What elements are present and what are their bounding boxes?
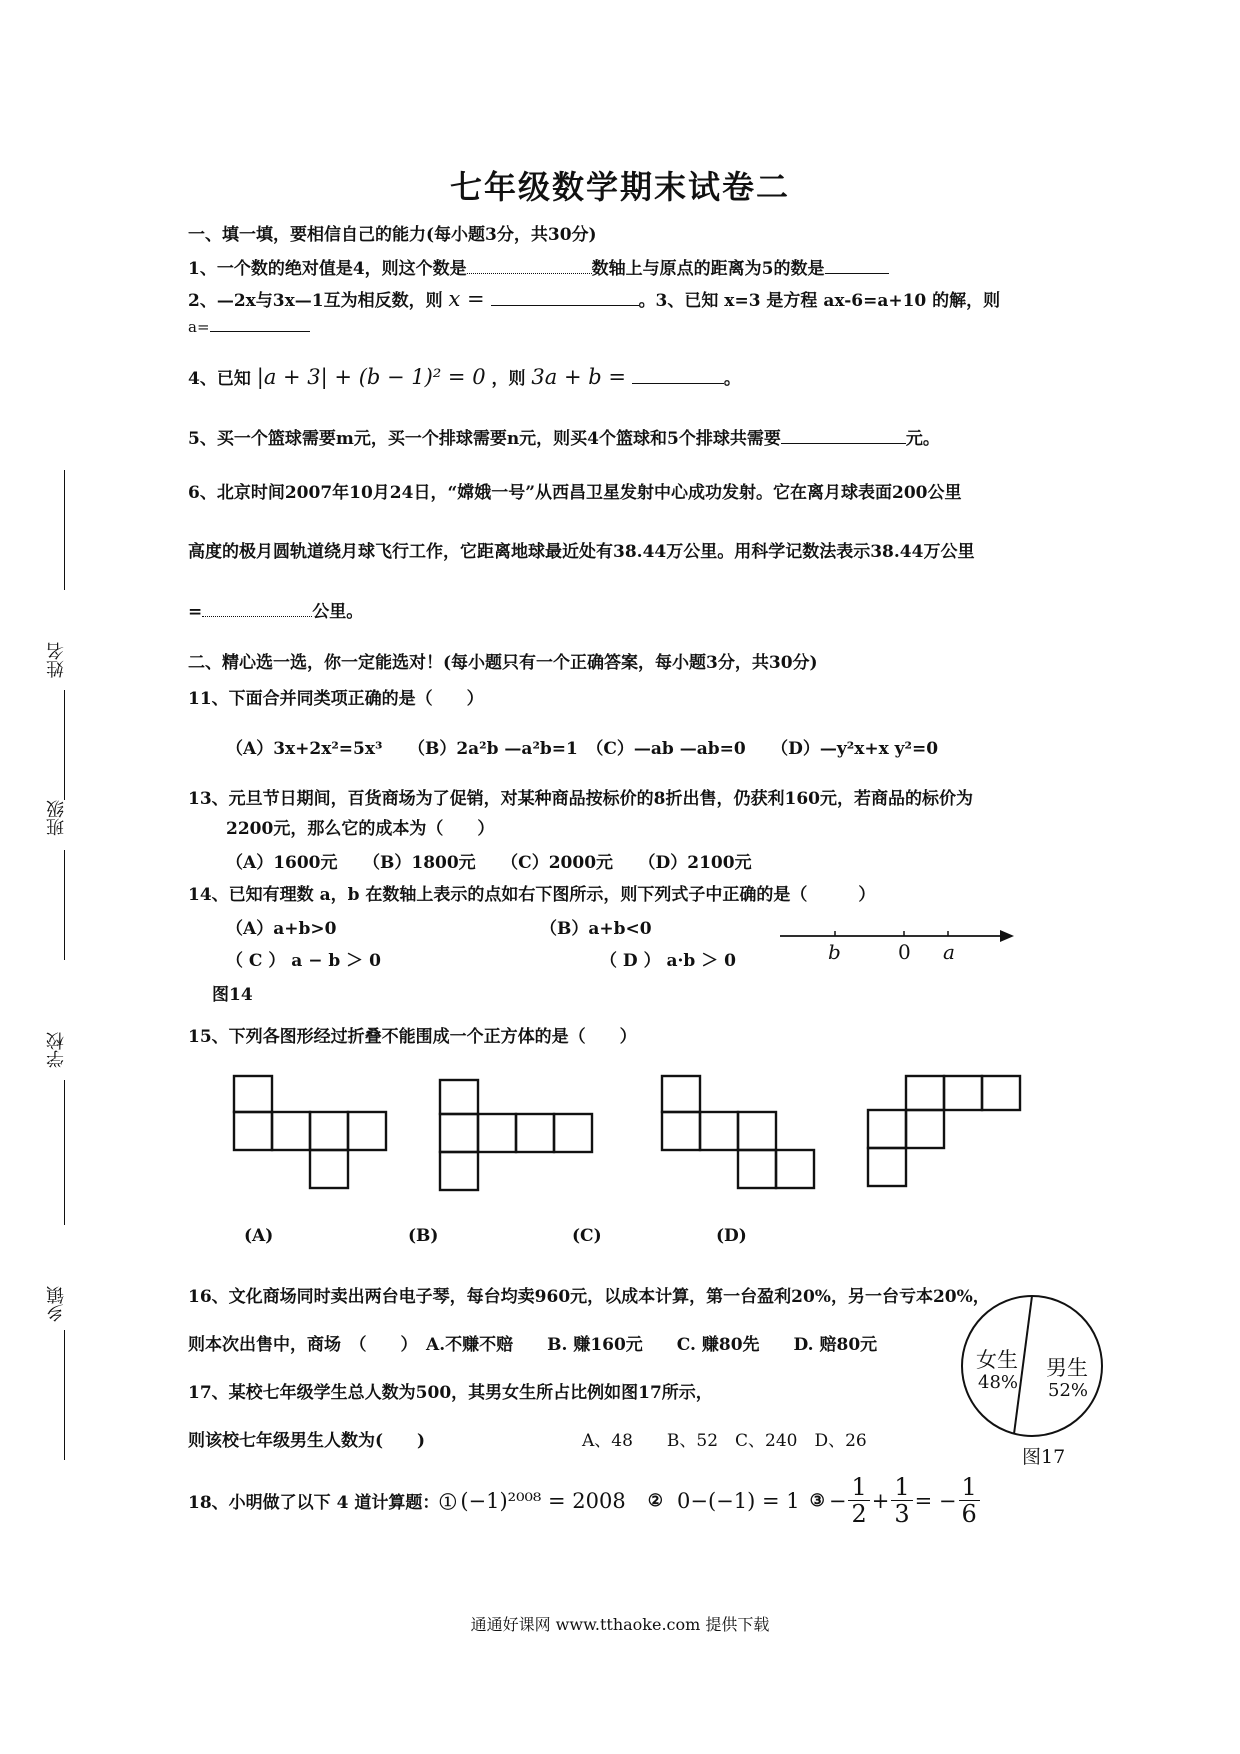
net-label-b: (B) — [408, 1226, 439, 1246]
binding-line-2 — [64, 690, 65, 800]
net-label-d: (D) — [716, 1226, 747, 1246]
question-6-line-1: 6、北京时间2007年10月24日，“嫦娥一号”从西昌卫星发射中心成功发射。它在离月球表面200公里 — [188, 483, 962, 503]
q4-end: 。 — [723, 369, 741, 389]
q2-var-x: x = — [448, 287, 485, 311]
q1-text-a: 1、一个数的绝对值是4，则这个数是 — [188, 259, 467, 279]
pie-female-label: 女生 — [976, 1348, 1018, 1372]
q1-blank-1[interactable] — [467, 272, 592, 274]
number-line-arrow — [1000, 930, 1014, 942]
figure-14-caption: 图14 — [212, 985, 253, 1005]
net-d — [868, 1076, 1020, 1186]
q14-option-b: （B）a+b<0 — [540, 919, 652, 939]
question-17-line-2: 则该校七年级男生人数为( ) — [188, 1431, 426, 1451]
net-c — [662, 1076, 814, 1188]
binding-line-4 — [64, 1080, 65, 1225]
q5-text: 5、买一个篮球需要m元，买一个排球需要n元，则买4个篮球和5个排球共需要 — [188, 429, 781, 449]
question-11: 11、下面合并同类项正确的是（ ） — [188, 689, 484, 709]
side-label-class: 班级 — [46, 800, 67, 836]
q18-fraction-3: $\frac{1}{6}$ — [959, 1474, 980, 1527]
question-11-options: （A）3x+2x²=5x³ （B）2a²b —a²b=1 （C）—ab —ab=0 （D）—y²x+x y²=0 — [226, 739, 939, 759]
question-1 — [188, 254, 889, 279]
question-6-line-3 — [188, 597, 363, 622]
net-label-c: (C) — [572, 1226, 602, 1246]
binding-line-5 — [64, 1330, 65, 1460]
q5-blank[interactable] — [781, 442, 906, 444]
q2-blank[interactable] — [491, 304, 639, 306]
q6-blank[interactable] — [202, 615, 312, 617]
side-label-school: 学校 — [46, 1032, 67, 1068]
binding-line-3 — [64, 850, 65, 960]
q4-expression-2: 3a + b = — [531, 365, 626, 389]
q18-fraction-2: $\frac{1}{3}$ — [891, 1474, 912, 1527]
q18-equals-sign: = − — [914, 1488, 957, 1513]
question-18 — [188, 1474, 982, 1527]
q4-blank[interactable] — [632, 382, 724, 384]
side-label-name: 姓名 — [46, 642, 67, 678]
question-6-line-2: 高度的极月圆轨道绕月球飞行工作，它距离地球最近处有38.44万公里。用科学记数法表示38.44万公里 — [188, 542, 975, 562]
q18-mark-3: ③ — [809, 1490, 825, 1511]
q18-plus-sign: + — [871, 1488, 890, 1513]
q18-mark-2: ② — [647, 1490, 663, 1511]
numline-label-a: a — [943, 940, 955, 964]
q3-text-a: a= — [188, 318, 210, 336]
q5-end: 元。 — [905, 429, 940, 449]
question-13-line-1: 13、元旦节日期间，百货商场为了促销，对某种商品按标价的8折出售，仍获利160元，若商品的标价为 — [188, 789, 973, 809]
section1-header: 一、填一填，要相信自己的能力(每小题3分，共30分) — [188, 225, 597, 245]
section2-header: 二、精心选一选，你一定能选对！(每小题只有一个正确答案，每小题3分，共30分) — [188, 653, 818, 673]
q18-expression-2: 0−(−1) = 1 — [676, 1488, 800, 1513]
question-17-line-1: 17、某校七年级学生总人数为500，其男女生所占比例如图17所示， — [188, 1383, 713, 1403]
q1-blank-2[interactable] — [825, 272, 889, 274]
page-footer: 通通好课网 www.tthaoke.com 提供下载 — [470, 1615, 770, 1634]
q4-expression: |a + 3| + (b − 1)² = 0 — [256, 365, 486, 389]
q6-text-post: 公里。 — [312, 602, 364, 622]
binding-line-1 — [64, 470, 65, 590]
pie-male-pct: 52% — [1048, 1380, 1089, 1401]
question-17-options: A、48 B、52 C、240 D、26 — [582, 1431, 867, 1451]
question-16-line-2: 则本次出售中，商场 （ ） A.不赚不赔 B. 赚160元 C. 赚80先 D. 赔80元 — [188, 1335, 878, 1355]
numline-label-zero: 0 — [898, 940, 911, 964]
question-15: 15、下列各图形经过折叠不能围成一个正方体的是（ ） — [188, 1027, 637, 1047]
numline-label-b: b — [828, 940, 841, 964]
q18-text: 18、小明做了以下 4 道计算题：① — [188, 1493, 457, 1513]
q14-option-d: （ D ） a·b ＞ 0 — [600, 951, 736, 971]
net-label-a: (A) — [244, 1226, 274, 1246]
q18-minus-sign: − — [828, 1488, 847, 1513]
question-4 — [188, 364, 741, 389]
q4-text-b: ，则 — [491, 369, 526, 389]
page-title: 七年级数学期末试卷二 — [449, 168, 790, 206]
pie-female-pct: 48% — [978, 1372, 1019, 1393]
q1-text-b: 数轴上与原点的距离为5的数是 — [591, 259, 825, 279]
cube-nets-figure — [230, 1072, 1030, 1202]
q18-expression-1: (−1)²⁰⁰⁸ = 2008 — [460, 1488, 626, 1513]
question-13-options: （A）1600元 （B）1800元 （C）2000元 （D）2100元 — [226, 853, 752, 873]
net-a — [234, 1076, 386, 1188]
pie-male-label: 男生 — [1046, 1356, 1088, 1380]
question-13-line-2: 2200元，那么它的成本为（ ） — [226, 819, 495, 839]
q14-option-c: （ C ） a − b ＞ 0 — [226, 951, 381, 971]
question-5 — [188, 424, 940, 449]
q3-blank[interactable] — [210, 330, 310, 332]
q4-text-a: 4、已知 — [188, 369, 251, 389]
question-14: 14、已知有理数 a，b 在数轴上表示的点如右下图所示，则下列式子中正确的是（ ） — [188, 885, 876, 905]
q6-text-pre: = — [188, 602, 203, 622]
q18-fraction-1: $\frac{1}{2}$ — [848, 1474, 869, 1527]
question-16-line-1: 16、文化商场同时卖出两台电子琴，每台均卖960元，以成本计算，第一台盈利20%，另一台亏本20%， — [188, 1287, 990, 1307]
q2-text-b: 。3、已知 x=3 是方程 ax-6=a+10 的解，则 — [638, 291, 1001, 311]
question-2 — [188, 286, 1000, 311]
net-b — [440, 1080, 592, 1190]
figure-17-caption: 图17 — [1022, 1446, 1066, 1468]
question-3-answer — [188, 318, 310, 336]
q14-option-a: （A）a+b>0 — [226, 919, 337, 939]
q2-text-a: 2、—2x与3x—1互为相反数，则 — [188, 291, 443, 311]
side-label-town: 乡镇 — [46, 1286, 67, 1322]
